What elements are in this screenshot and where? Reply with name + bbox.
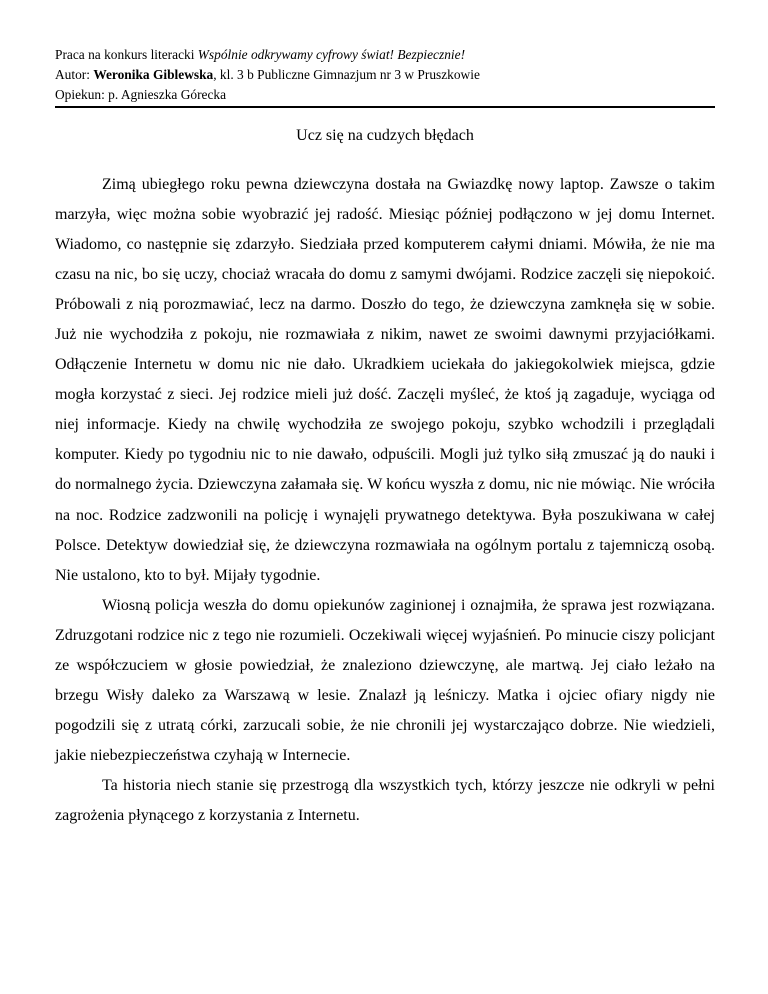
header-supervisor-line: Opiekun: p. Agnieszka Górecka (55, 87, 227, 102)
author-label: Autor: (55, 67, 94, 82)
paragraph-2: Wiosną policja weszła do domu opiekunów zaginionej i oznajmiła, że sprawa jest rozwiązana. Zdruzgotani rodzice nic z tego nie rozumieli. Oczekiwali więcej wyjaśnień. Po minucie ciszy policjant ze współczuciem w głosie powiedział, że znaleziono dziewczynę, ale martwą. Jej ciało leżało na brzegu Wisły daleko za Warszawą w lesie. Znalazł ją leśniczy. Matka i ojciec ofiary nigdy nie pogodzili się z utratą córki, zarzucali sobie, że nie chronili jej wystarczająco dobrze. Nie wiedzieli, jakie niebezpieczeństwa czyhają w Internecie. (55, 596, 715, 764)
document-header (55, 45, 715, 105)
contest-name: Wspólnie odkrywamy cyfrowy świat! Bezpiecznie! (197, 47, 466, 62)
paragraph-3: Ta historia niech stanie się przestrogą dla wszystkich tych, którzy jeszcze nie odkryli w pełni zagrożenia płynącego z korzystania z Internetu. (55, 776, 715, 824)
document-title: Ucz się na cudzych błędach (296, 127, 474, 144)
header-contest-line (55, 45, 715, 65)
contest-label: Praca na konkurs literacki (55, 47, 198, 62)
document-body (55, 170, 715, 831)
header-author-line (55, 65, 715, 85)
author-school: , kl. 3 b Publiczne Gimnazjum nr 3 w Pruszkowie (213, 67, 480, 82)
paragraph-1: Zimą ubiegłego roku pewna dziewczyna dostała na Gwiazdkę nowy laptop. Zawsze o takim marzyła, więc można sobie wyobrazić jej radość. Miesiąc później podłączono w jej domu Internet. Wiadomo, co następnie się zdarzyło. Siedziała przed komputerem całymi dniami. Mówiła, że nie ma czasu na nic, bo się uczy, chociaż wracała do domu z samymi dwójami. Rodzice zaczęli się niepokoić. Próbowali z nią porozmawiać, lecz na darmo. Doszło do tego, że dziewczyna zamknęła się w sobie. Już nie wychodziła z pokoju, nie rozmawiała z nikim, nawet ze swoimi dawnymi przyjaciółkami. Odłączenie Internetu w domu nic nie dało. Ukradkiem uciekała do jakiegokolwiek miejsca, gdzie mogła korzystać z sieci. Jej rodzice mieli już dość. Zaczęli myśleć, że ktoś ją zagaduje, wyciąga od niej informacje. Kiedy na chwilę wychodziła ze swojego pokoju, szybko wchodzili i przeglądali komputer. Kiedy po tygodniu nic to nie dawało, odpuścili. Mogli już tylko siłą zmuszać ją do nauki i do normalnego życia. Dziewczyna załamała się. W końcu wyszła z domu, nic nie mówiąc. Nie wróciła na noc. Rodzice zadzwonili na policję i wynajęli prywatnego detektywa. Była poszukiwana w całej Polsce. Detektyw dowiedział się, że dziewczyna rozmawiała na ogólnym portalu z tajemniczą osobą. Nie ustalono, kto to był. Mijały tygodnie. (55, 176, 715, 584)
header-divider (55, 106, 715, 108)
author-name: Weronika Giblewska (93, 67, 214, 82)
